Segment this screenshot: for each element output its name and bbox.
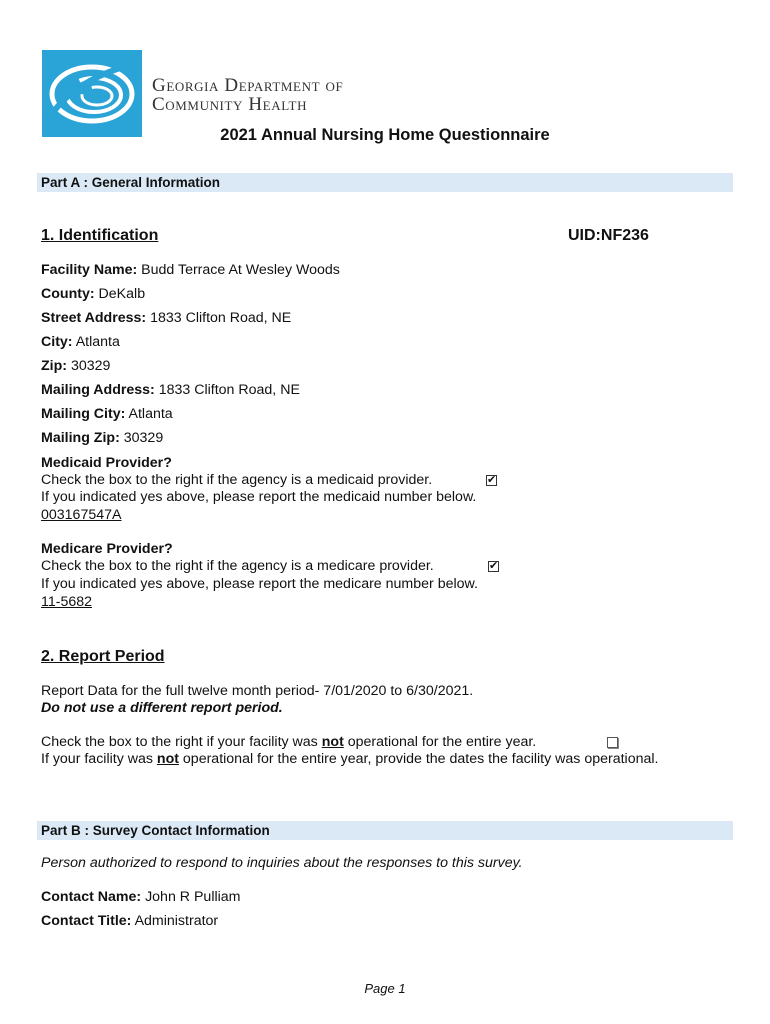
field-value: Administrator — [134, 913, 219, 929]
medicaid-check-text: Check the box to the right if the agency is a medicaid provider. — [41, 472, 433, 488]
org-name-text-2: Community Health — [152, 94, 308, 115]
emphasis-not: not — [321, 734, 344, 750]
mailing-address-row — [41, 382, 300, 398]
field-label: Contact Name: — [41, 889, 142, 905]
emphasis-not: not — [156, 751, 179, 767]
not-operational-check-text — [41, 734, 536, 750]
part-b-header: Part B : Survey Contact Information — [37, 821, 733, 840]
field-value: DeKalb — [98, 286, 146, 302]
field-value: Atlanta — [75, 334, 120, 350]
text-segment: operational for the entire year. — [343, 734, 537, 750]
text-segment: operational for the entire year, provide the dates the facility was operational. — [178, 751, 659, 767]
contact-intro: Person authorized to respond to inquiries about the responses to this survey. — [41, 855, 523, 871]
field-value: John R Pulliam — [145, 889, 241, 905]
field-label: Street Address: — [41, 310, 147, 326]
not-operational-checkbox[interactable] — [607, 737, 618, 748]
text-segment: Check the box to the right if your facility was — [41, 734, 322, 750]
field-label: Mailing Zip: — [41, 430, 120, 446]
field-value: Atlanta — [128, 406, 173, 422]
mailing-zip-row — [41, 430, 163, 446]
street-address-row — [41, 310, 291, 326]
field-label: Facility Name: — [41, 262, 138, 278]
city-row — [41, 334, 120, 350]
medicare-number: 11-5682 — [41, 594, 93, 610]
identification-heading: 1. Identification — [41, 227, 159, 244]
zip-row — [41, 358, 110, 374]
field-label: County: — [41, 286, 95, 302]
report-period-heading: 2. Report Period — [41, 648, 165, 665]
report-period-warning: Do not use a different report period. — [41, 700, 283, 716]
field-label: Contact Title: — [41, 913, 132, 929]
medicaid-checkbox[interactable] — [486, 475, 497, 486]
medicaid-number: 003167547A — [41, 507, 122, 523]
report-period-line: Report Data for the full twelve month period- 7/01/2020 to 6/30/2021. — [41, 683, 474, 699]
medicare-check-text: Check the box to the right if the agency is a medicare provider. — [41, 558, 434, 574]
uid-label: UID:NF236 — [568, 227, 649, 244]
field-value: 1833 Clifton Road, NE — [150, 310, 292, 326]
field-label: Mailing City: — [41, 406, 126, 422]
medicaid-report-text: If you indicated yes above, please report the medicaid number below. — [41, 489, 477, 505]
part-a-header: Part A : General Information — [37, 173, 733, 192]
field-value: Budd Terrace At Wesley Woods — [141, 262, 340, 278]
medicaid-heading: Medicaid Provider? — [41, 455, 172, 471]
mailing-city-row — [41, 406, 173, 422]
checkmark-icon: ✔ — [487, 474, 497, 486]
document-title: 2021 Annual Nursing Home Questionnaire — [220, 126, 550, 144]
contact-title-row — [41, 913, 218, 929]
org-name-text: Georgia Department of — [152, 75, 344, 96]
county-row — [41, 286, 145, 302]
medicare-report-text: If you indicated yes above, please report the medicare number below. — [41, 576, 478, 592]
contact-name-row — [41, 889, 241, 905]
field-label: City: — [41, 334, 73, 350]
field-value: 30329 — [70, 358, 111, 374]
checkmark-icon: ✔ — [489, 560, 499, 572]
field-value: 1833 Clifton Road, NE — [158, 382, 300, 398]
dch-logo — [42, 50, 142, 137]
medicare-checkbox[interactable] — [488, 561, 499, 572]
facility-name-row — [41, 262, 340, 278]
page-number: Page 1 — [364, 981, 406, 996]
field-value: 30329 — [123, 430, 164, 446]
org-name-line2 — [152, 94, 307, 116]
medicare-heading: Medicare Provider? — [41, 541, 173, 557]
field-label: Zip: — [41, 358, 67, 374]
field-label: Mailing Address: — [41, 382, 155, 398]
operational-dates-text — [41, 751, 658, 767]
text-segment: If your facility was — [41, 751, 157, 767]
